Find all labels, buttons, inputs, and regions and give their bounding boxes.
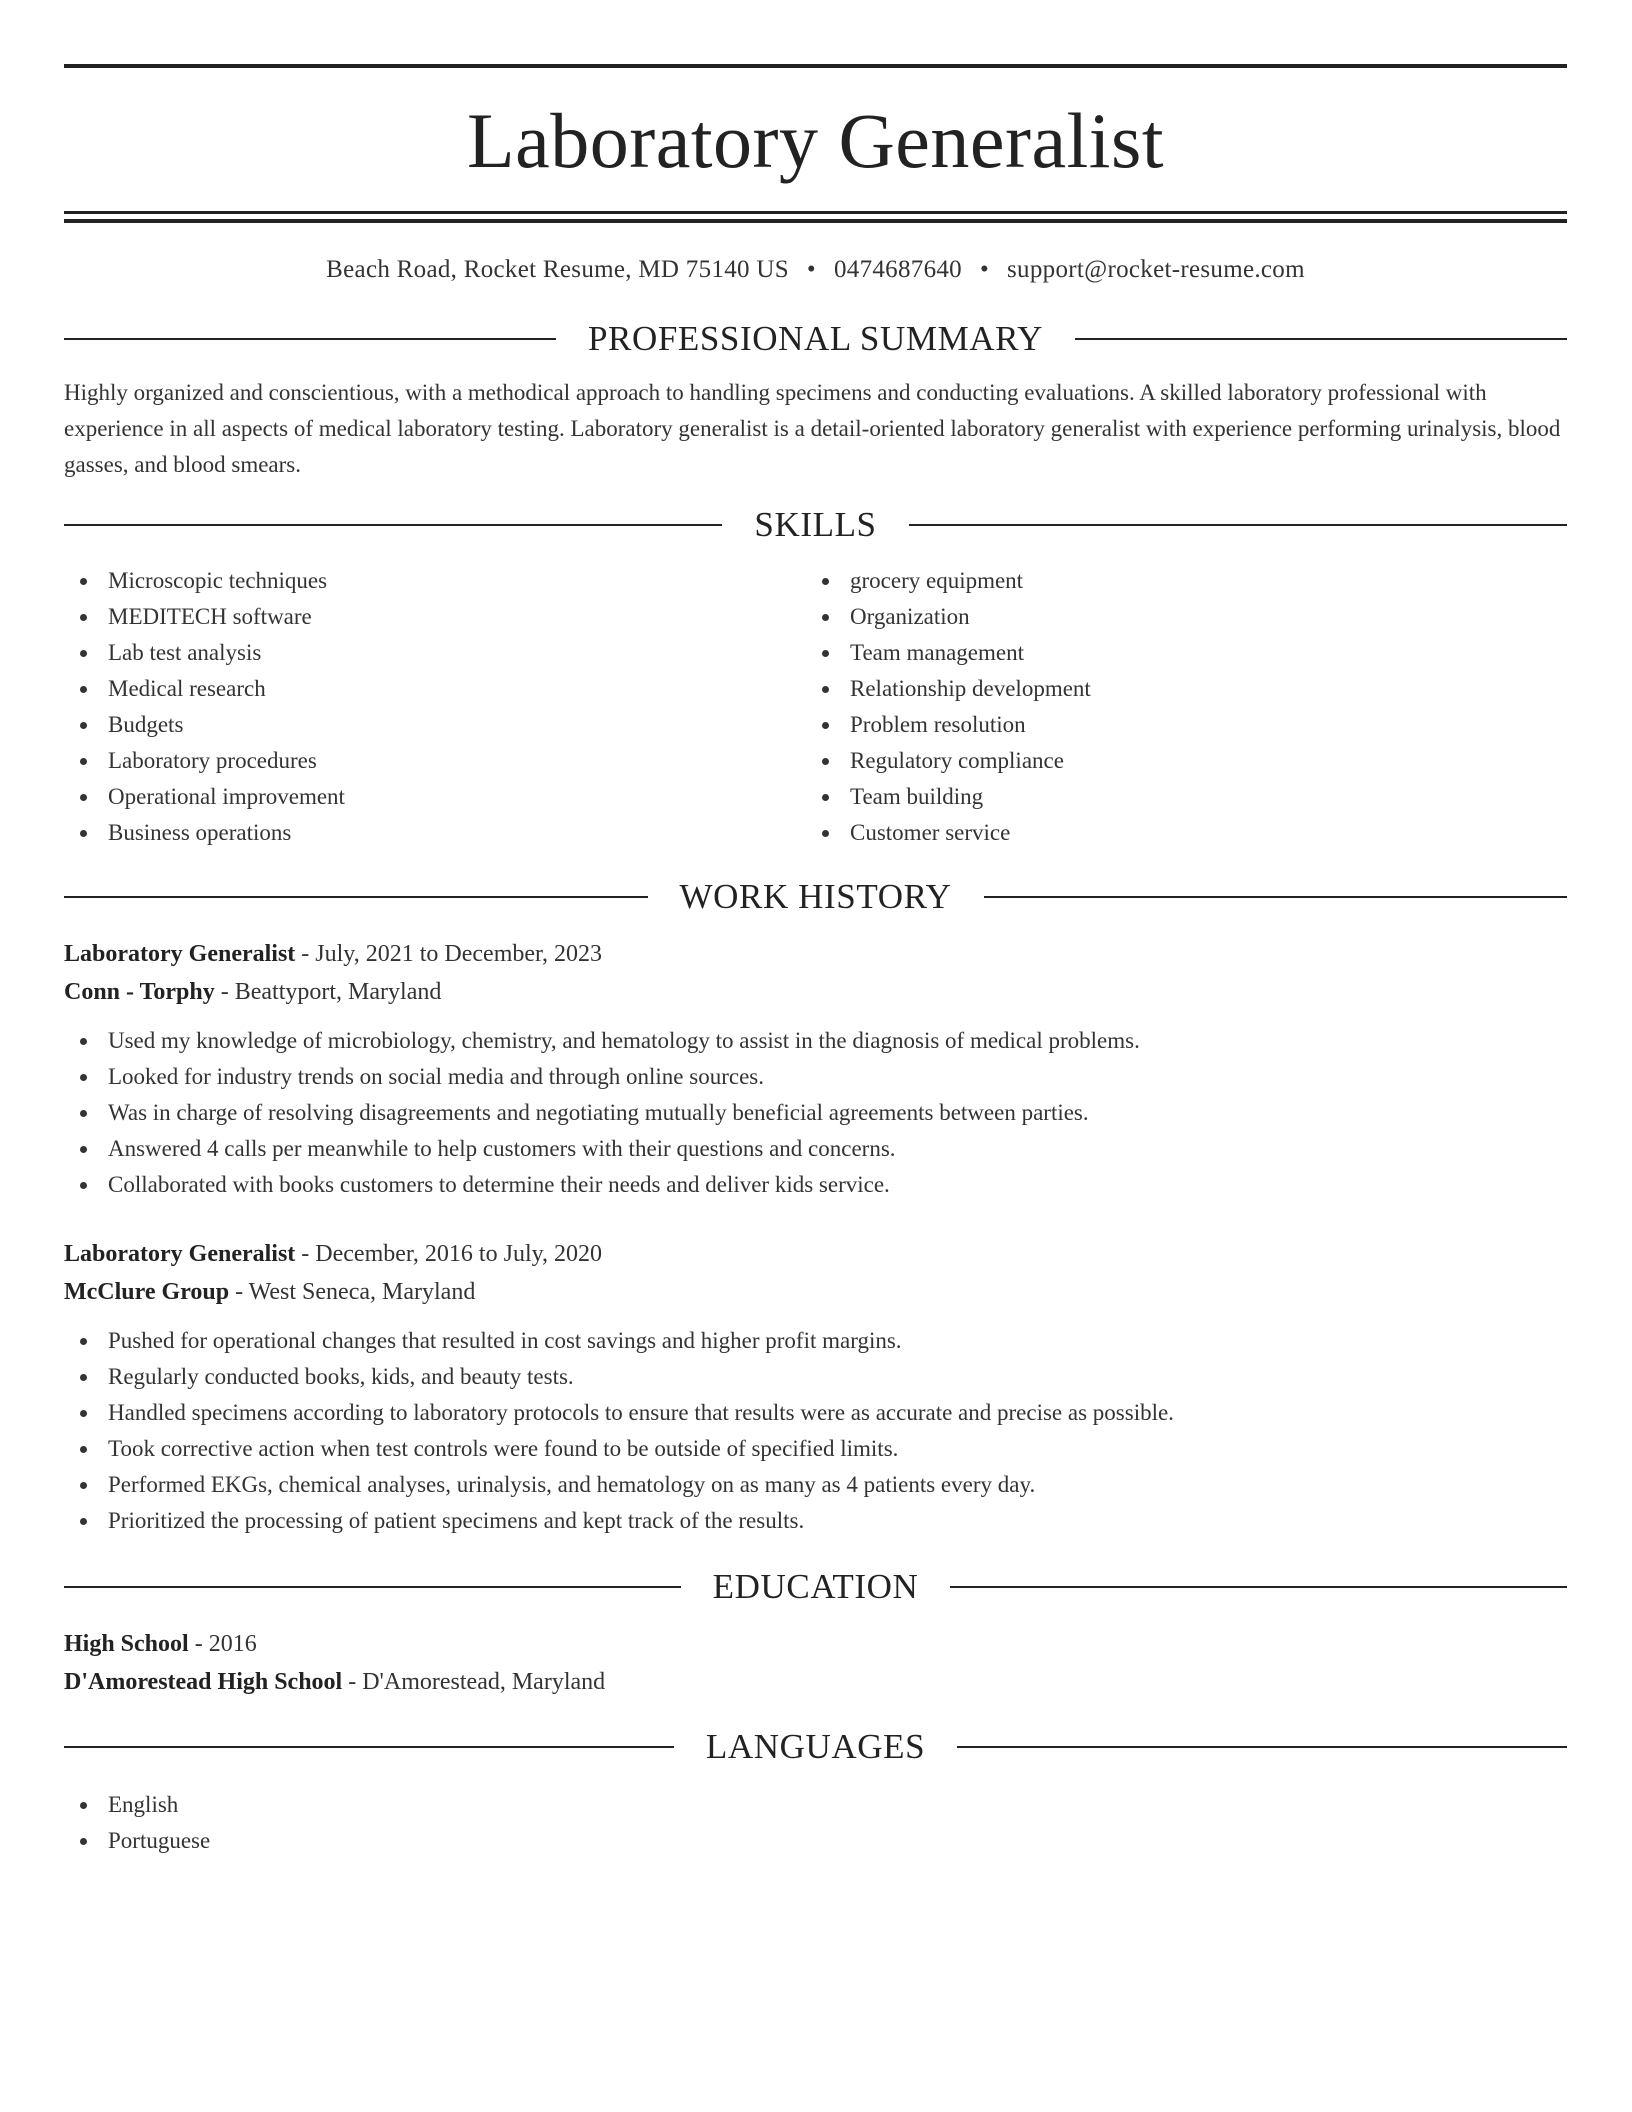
job-location: - Beattyport, Maryland	[214, 979, 442, 1005]
education-school: D'Amorestead High School	[64, 1669, 343, 1695]
section-rule	[1075, 338, 1567, 340]
skills-column-left	[64, 563, 806, 851]
job-company: McClure Group	[64, 1279, 230, 1305]
job-company-line	[64, 973, 1567, 1011]
resume-title: Laboratory Generalist	[466, 97, 1165, 184]
education-section-header	[64, 1565, 1567, 1609]
job-location: - West Seneca, Maryland	[229, 1279, 476, 1305]
skill-item: Organization	[806, 599, 1548, 635]
resume-page	[64, 64, 1567, 1859]
education-year: - 2016	[188, 1631, 257, 1657]
job-duty-item: Pushed for operational changes that resulted in cost savings and higher profit margins.	[64, 1323, 1567, 1359]
job-position: Laboratory Generalist	[64, 1241, 296, 1267]
languages-section-title: LANGUAGES	[705, 1727, 926, 1766]
work-section-header	[64, 875, 1567, 919]
skill-item: Laboratory procedures	[64, 743, 806, 779]
section-rule	[64, 1746, 674, 1748]
language-item: Portuguese	[64, 1823, 1567, 1859]
skill-item: Customer service	[806, 815, 1548, 851]
skills-section-title: SKILLS	[754, 505, 877, 544]
languages-section-header	[64, 1725, 1567, 1769]
job-duties	[64, 1323, 1567, 1539]
summary-text: Highly organized and conscientious, with a methodical approach to handling specimens and conducting evaluations. A skilled laboratory professional with experience in all aspects of medical laboratory testing. Laboratory generalist is a detail-oriented laboratory generalist with experience performing urinalysis, blood gasses, and blood smears.	[64, 380, 1561, 477]
section-rule	[950, 1586, 1567, 1588]
section-rule	[957, 1746, 1567, 1748]
section-rule	[909, 524, 1567, 526]
section-rule	[64, 896, 648, 898]
job-duty-item: Looked for industry trends on social media and through online sources.	[64, 1059, 1567, 1095]
skill-item: Lab test analysis	[64, 635, 806, 671]
skill-item: Operational improvement	[64, 779, 806, 815]
education-degree: High School	[64, 1631, 189, 1657]
job-duty-item: Collaborated with books customers to determine their needs and deliver kids service.	[64, 1167, 1567, 1203]
job-duty-item: Took corrective action when test controls were found to be outside of specified limits.	[64, 1431, 1567, 1467]
skill-item: Business operations	[64, 815, 806, 851]
contact-separator: •	[806, 256, 816, 283]
skill-item: Relationship development	[806, 671, 1548, 707]
job-title-line	[64, 935, 1567, 973]
skill-item: Team building	[806, 779, 1548, 815]
job-duty-item: Handled specimens according to laboratory protocols to ensure that results were as accurate and precise as possible.	[64, 1395, 1567, 1431]
skill-item: grocery equipment	[806, 563, 1548, 599]
skill-item: MEDITECH software	[64, 599, 806, 635]
education-degree-line	[64, 1625, 1567, 1663]
work-section-title: WORK HISTORY	[679, 877, 952, 916]
skills-section-header	[64, 503, 1567, 547]
job-duty-item: Prioritized the processing of patient specimens and kept track of the results.	[64, 1503, 1567, 1539]
summary-section-title: PROFESSIONAL SUMMARY	[587, 319, 1044, 358]
job-title-line	[64, 1235, 1567, 1273]
title-double-rule	[64, 211, 1567, 223]
section-rule	[64, 524, 722, 526]
section-rule	[984, 896, 1568, 898]
skill-item: Microscopic techniques	[64, 563, 806, 599]
skill-item: Team management	[806, 635, 1548, 671]
contact-line	[64, 256, 1567, 284]
contact-phone[interactable]: 0474687640	[833, 256, 962, 283]
job-duty-item: Was in charge of resolving disagreements and negotiating mutually beneficial agreements between parties.	[64, 1095, 1567, 1131]
education-entry	[64, 1625, 1567, 1701]
skills-column-right	[806, 563, 1548, 851]
languages-list	[64, 1787, 1567, 1859]
skill-item: Medical research	[64, 671, 806, 707]
skill-item: Budgets	[64, 707, 806, 743]
job-dates: - July, 2021 to December, 2023	[295, 941, 603, 967]
summary-section-header	[64, 317, 1567, 361]
top-rule	[64, 64, 1567, 68]
job-company-line	[64, 1273, 1567, 1311]
job-duty-item: Performed EKGs, chemical analyses, urinalysis, and hematology on as many as 4 patients every day.	[64, 1467, 1567, 1503]
education-school-line	[64, 1663, 1567, 1701]
skill-item: Regulatory compliance	[806, 743, 1548, 779]
job-entry	[64, 935, 1567, 1203]
job-duty-item: Used my knowledge of microbiology, chemistry, and hematology to assist in the diagnosis of medical problems.	[64, 1023, 1567, 1059]
education-location: - D'Amorestead, Maryland	[342, 1669, 606, 1695]
job-dates: - December, 2016 to July, 2020	[295, 1241, 603, 1267]
contact-email[interactable]: support@rocket-resume.com	[1007, 256, 1305, 283]
job-entry	[64, 1235, 1567, 1539]
contact-separator: •	[979, 256, 990, 283]
skills-list	[64, 563, 1567, 851]
language-item: English	[64, 1787, 1567, 1823]
section-rule	[64, 1586, 681, 1588]
skill-item: Problem resolution	[806, 707, 1548, 743]
job-duties	[64, 1023, 1567, 1203]
contact-address: Beach Road, Rocket Resume, MD 75140 US	[326, 256, 789, 283]
job-duty-item: Answered 4 calls per meanwhile to help customers with their questions and concerns.	[64, 1131, 1567, 1167]
job-position: Laboratory Generalist	[64, 941, 296, 967]
job-duty-item: Regularly conducted books, kids, and beauty tests.	[64, 1359, 1567, 1395]
education-section-title: EDUCATION	[712, 1567, 919, 1606]
job-company: Conn - Torphy	[64, 979, 215, 1005]
section-rule	[64, 338, 556, 340]
